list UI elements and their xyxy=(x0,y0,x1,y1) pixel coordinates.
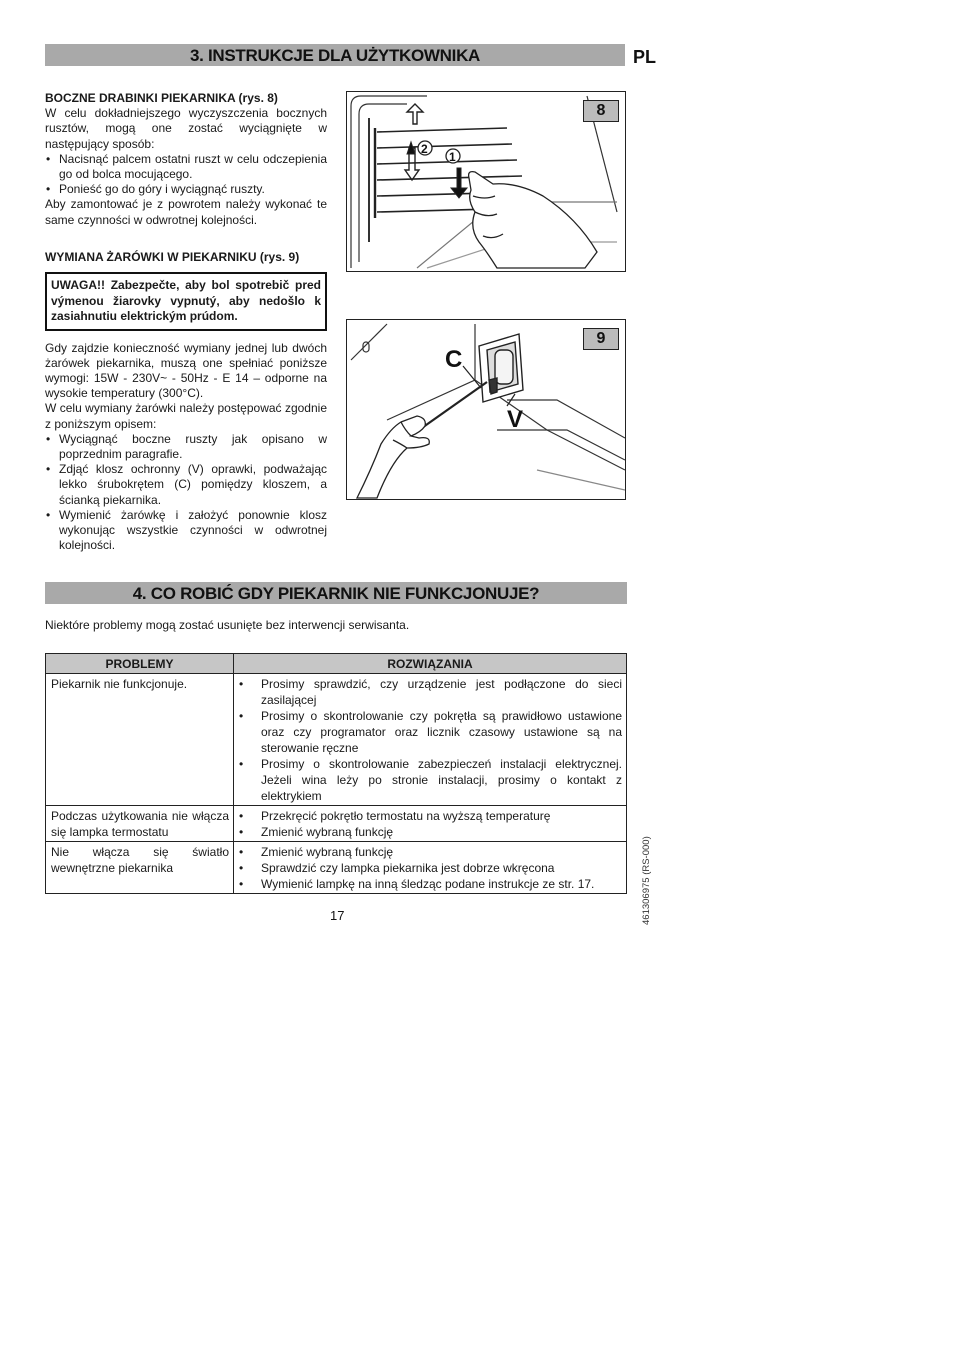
shelves-steps xyxy=(45,152,327,198)
bulb-paragraph-1: Gdy zajdzie konieczność wymiany jednej lub dwóch żarówek piekarnika, muszą one spełniać poniższe wymogi: 15W - 230V~ - 50Hz - E 14 – odporne na wysokie temperatury (300°C). xyxy=(45,340,327,401)
document-code: 461306975 (RS-000) xyxy=(641,836,652,925)
figure-8-oven-shelves xyxy=(346,91,626,272)
shelves-intro: W celu dokładniejszego wyczyszczenia bocznych rusztów, mogą one zostać wyciągnięte w następujący sposób: xyxy=(45,106,327,151)
shelves-heading: BOCZNE DRABINKI PIEKARNIKA (rys. 8) xyxy=(45,91,278,105)
list-item: • Prosimy o skontrolowanie czy pokrętła są prawidłowo ustawione oraz czy programator oraz licznik czasowy ustawione są na sterowanie ręczne xyxy=(238,708,622,756)
list-item: • Wymienić lampkę na inną śledząc podane instrukcje ze str. 17. xyxy=(238,876,622,892)
list-item: • Zmienić wybraną funkcję xyxy=(238,844,622,860)
section-4-title: 4. CO ROBIĆ GDY PIEKARNIK NIE FUNKCJONUJE? xyxy=(45,582,627,604)
bulb-heading: WYMIANA ŻARÓWKI W PIEKARNIKU (rys. 9) xyxy=(45,249,300,264)
list-item: • Wyciągnąć boczne ruszty jak opisano w poprzednim paragrafie. xyxy=(45,432,327,462)
problem-cell: Piekarnik nie funkcjonuje. xyxy=(46,674,234,806)
language-code: PL xyxy=(633,47,657,67)
list-item: • Wymienić żarówkę i założyć ponownie klosz wykonując wszystkie czynności w odwrotnej kolejności. xyxy=(45,508,327,554)
column-header-problems: PROBLEMY xyxy=(46,654,234,674)
list-item: • Nacisnąć palcem ostatni ruszt w celu odczepienia go od bolca mocującego. xyxy=(45,152,327,182)
section-3-title: 3. INSTRUKCJE DLA UŻYTKOWNIKA xyxy=(45,44,625,66)
list-item: • Prosimy o skontrolowanie zabezpieczeń instalacji elektrycznej. Jeżeli wina leży po stronie instalacji, prosimy o kontakt z elektrykiem xyxy=(238,756,622,804)
table-row xyxy=(46,842,627,894)
figure-9-lamp-replacement xyxy=(346,319,626,500)
marker-1: 1 xyxy=(449,150,456,164)
list-item: • Ponieść go do góry i wyciągnąć ruszty. xyxy=(45,182,327,197)
list-item: • Przekręcić pokrętło termostatu na wyższą temperaturę xyxy=(238,808,622,824)
label-c-screwdriver: C xyxy=(445,346,463,373)
column-header-solutions: ROZWIĄZANIA xyxy=(234,654,627,674)
solution-cell xyxy=(234,842,627,894)
shelves-outro: Aby zamontować je z powrotem należy wykonać te same czynności w odwrotnej kolejności. xyxy=(45,197,327,227)
label-v-lamp-cover: V xyxy=(507,406,524,433)
troubleshoot-intro: Niektóre problemy mogą zostać usunięte bez interwencji serwisanta. xyxy=(45,618,410,632)
bulb-steps xyxy=(45,432,327,554)
table-row xyxy=(46,806,627,842)
troubleshooting-table xyxy=(45,653,627,894)
list-item: • Zdjąć klosz ochronny (V) oprawki, podważając lekko śrubokrętem (C) pomiędzy kloszem, a ścianką piekarnika. xyxy=(45,462,327,508)
page-number: 17 xyxy=(330,908,345,923)
warning-box: UWAGA!! Zabezpečte, aby bol spotrebič pred výmenou žiarovky vypnutý, aby nedošlo k zasiahnutiu elektrickým prúdom. xyxy=(45,272,327,331)
problem-cell: Podczas użytkowania nie włącza się lampka termostatu xyxy=(46,806,234,842)
table-row xyxy=(46,674,627,806)
list-item: • Sprawdzić czy lampka piekarnika jest dobrze wkręcona xyxy=(238,860,622,876)
table-header-row xyxy=(46,654,627,674)
list-item: • Zmienić wybraną funkcję xyxy=(238,824,622,840)
solution-cell xyxy=(234,806,627,842)
bulb-paragraph-2: W celu wymiany żarówki należy postępować zgodnie z poniższym opisem: xyxy=(45,401,327,431)
left-column xyxy=(45,91,327,553)
figure-9-number: 9 xyxy=(583,328,619,350)
marker-2: 2 xyxy=(421,142,428,156)
problem-cell: Nie włącza się światło wewnętrzne piekarnika xyxy=(46,842,234,894)
list-item: • Prosimy sprawdzić, czy urządzenie jest podłączone do sieci zasilającej xyxy=(238,676,622,708)
solution-cell xyxy=(234,674,627,806)
figure-8-number: 8 xyxy=(583,100,619,122)
